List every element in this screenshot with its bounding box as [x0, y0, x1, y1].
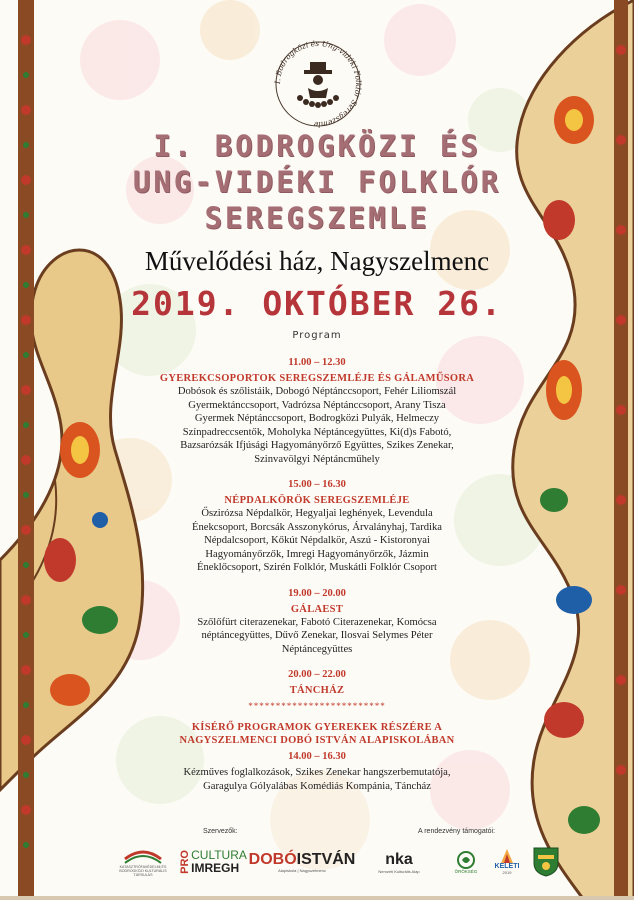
- organizers-label: Szervezők:: [203, 828, 238, 835]
- keleti-year: 2019: [502, 870, 512, 875]
- organizer-logo-association: [112, 842, 174, 882]
- performer-line: Éneklőcsoport, Szirén Folklór, Muskátli Folklór Csoport: [197, 562, 437, 573]
- performer-line: Szőlőfürt citerazenekar, Fabotó Citerazenekar, Komócsa: [197, 616, 437, 628]
- session-time: 11.00 – 12.30: [288, 357, 346, 368]
- keleti-label: KELETI: [494, 863, 520, 870]
- dobo-word: DOBÓ: [248, 851, 297, 868]
- performer-line: Néptáncegyüttes: [281, 643, 353, 655]
- session-block: [140, 668, 494, 697]
- session-block: [140, 356, 494, 466]
- detail-line: Garagulya Gólyalábas Komédiás Kompánia, Táncház: [203, 780, 431, 792]
- session-block: [140, 478, 494, 575]
- side-program-time: 14.00 – 16.30: [288, 751, 346, 762]
- performer-line: Színpadreccsentők, Moholyka Néptáncegyüttes, Ki(d)s Fabotó,: [182, 426, 452, 438]
- session-performers: [140, 385, 494, 466]
- session-title: NÉPDALKÖRÖK SEREGSZEMLÉJE: [224, 495, 410, 506]
- star-divider: *************************: [248, 701, 386, 711]
- orokseg-label: ÖRÖKSÉG: [454, 868, 478, 874]
- dobo-subtitle: Alapiskola | Nagyszelmenc: [278, 868, 326, 873]
- logo-ring-text: I. Bodrogközi és Ung-vidéki Folklór Seregszemle: [272, 38, 364, 130]
- title-line-2: UNG-VIDÉKI FOLKLÓR: [132, 165, 502, 199]
- ribbon-icon: [123, 847, 163, 865]
- festival-title: [100, 128, 534, 236]
- performer-line: Dobósok és szőlistáik, Dobogó Néptánccsoport, Fehér Liliomszál: [177, 386, 457, 397]
- procultura-imregh: IMREGH: [191, 861, 240, 875]
- istvan-word: ISTVÁN: [296, 851, 356, 868]
- venue: Művelődési ház, Nagyszelmenc: [144, 246, 490, 276]
- session-performers: [140, 616, 494, 657]
- sponsors-label: A rendezvény támogatói:: [418, 828, 496, 835]
- session-title: GÁLAEST: [290, 603, 344, 615]
- performer-line: Énekcsoport, Borcsák Asszonykórus, Árvalányhaj, Tardika: [191, 521, 443, 533]
- logo-strip: [112, 842, 562, 886]
- dobo-wordmark: [249, 851, 356, 868]
- bottom-border: [0, 896, 634, 900]
- session-time: 20.00 – 22.00: [288, 669, 346, 680]
- performer-line: Hagyományőrzők, Imregi Hagyományőrzők, Jázmin: [205, 548, 429, 560]
- sponsor-logo-nka: [360, 842, 438, 882]
- session-performers: [140, 507, 494, 575]
- procultura-pro: PRO: [179, 850, 192, 874]
- association-name: KATASZTRÓFAVÉDELMI ÉS BODROGKÖZI KULTURÁLIS TÁRSULÁS: [119, 865, 167, 877]
- session-time: 15.00 – 16.30: [288, 479, 346, 490]
- sponsor-logo-coat-of-arms: [530, 842, 562, 882]
- session-time: 19.00 – 20.00: [288, 587, 346, 599]
- nka-wordmark: nka: [385, 850, 413, 868]
- program-schedule: [140, 356, 494, 805]
- organizer-logo-procultura: [176, 842, 250, 882]
- procultura-wordmark: [191, 849, 247, 875]
- performer-line: Gyermektánccsoport, Vadrózsa Néptánccsoport, Arany Tisza: [188, 399, 446, 411]
- session-block: [140, 587, 494, 657]
- side-program-title-1: KÍSÉRŐ PROGRAMOK GYEREKEK RÉSZÉRE A: [191, 722, 443, 733]
- organizer-logo-dobo-istvan: [248, 842, 356, 882]
- program-label: Program: [292, 330, 342, 341]
- side-program-details: [140, 766, 494, 793]
- performer-line: Őszirózsa Népdalkör, Hegyaljai leghények, Levendula: [201, 508, 433, 519]
- orokseg-emblem-icon: [457, 851, 475, 869]
- sponsor-logo-keleti: [490, 842, 524, 882]
- session-title: GYEREKCSOPORTOK SEREGSZEMLÉJE ÉS GÁLAMŰSORA: [159, 373, 475, 384]
- side-program-title-2: NAGYSZELMENCI DOBÓ ISTVÁN ALAPISKOLÁBAN: [179, 735, 455, 746]
- title-line-3: SEREGSZEMLE: [204, 201, 430, 235]
- performer-line: Népdalcsoport, Kőkút Népdalkör, Aszú - Kistoronyai: [204, 535, 430, 546]
- detail-line: Kézműves foglalkozások, Szikes Zenekar hangszerbemutatója,: [183, 767, 451, 778]
- side-program-block: [140, 721, 494, 793]
- keleti-flame-icon: [499, 849, 515, 863]
- performer-line: Szinvavölgyi Néptáncműhely: [254, 453, 380, 465]
- sponsor-logo-orokseg: [446, 842, 486, 882]
- festival-logo: [270, 36, 366, 132]
- nka-subtitle: Nemzeti Kulturális Alap: [378, 868, 420, 874]
- session-title: TÁNCHÁZ: [289, 685, 345, 696]
- title-line-1: I. BODROGKÖZI ÉS: [153, 129, 481, 163]
- performer-line: néptáncegyüttes, Dűvő Zenekar, Ilosvai Selymes Péter: [201, 630, 433, 641]
- performer-line: Gyermek Néptánccsoport, Bodrogközi Pulyák, Helmeczy: [194, 413, 440, 424]
- coat-of-arms-icon: [533, 847, 559, 877]
- procultura-cultura: CULTURA: [191, 848, 247, 862]
- event-date: 2019. OKTÓBER 26.: [131, 284, 503, 323]
- performer-line: Bazsarózsák Ifjúsági Hagyományőrző Együttes, Szikes Zenekar,: [180, 440, 454, 451]
